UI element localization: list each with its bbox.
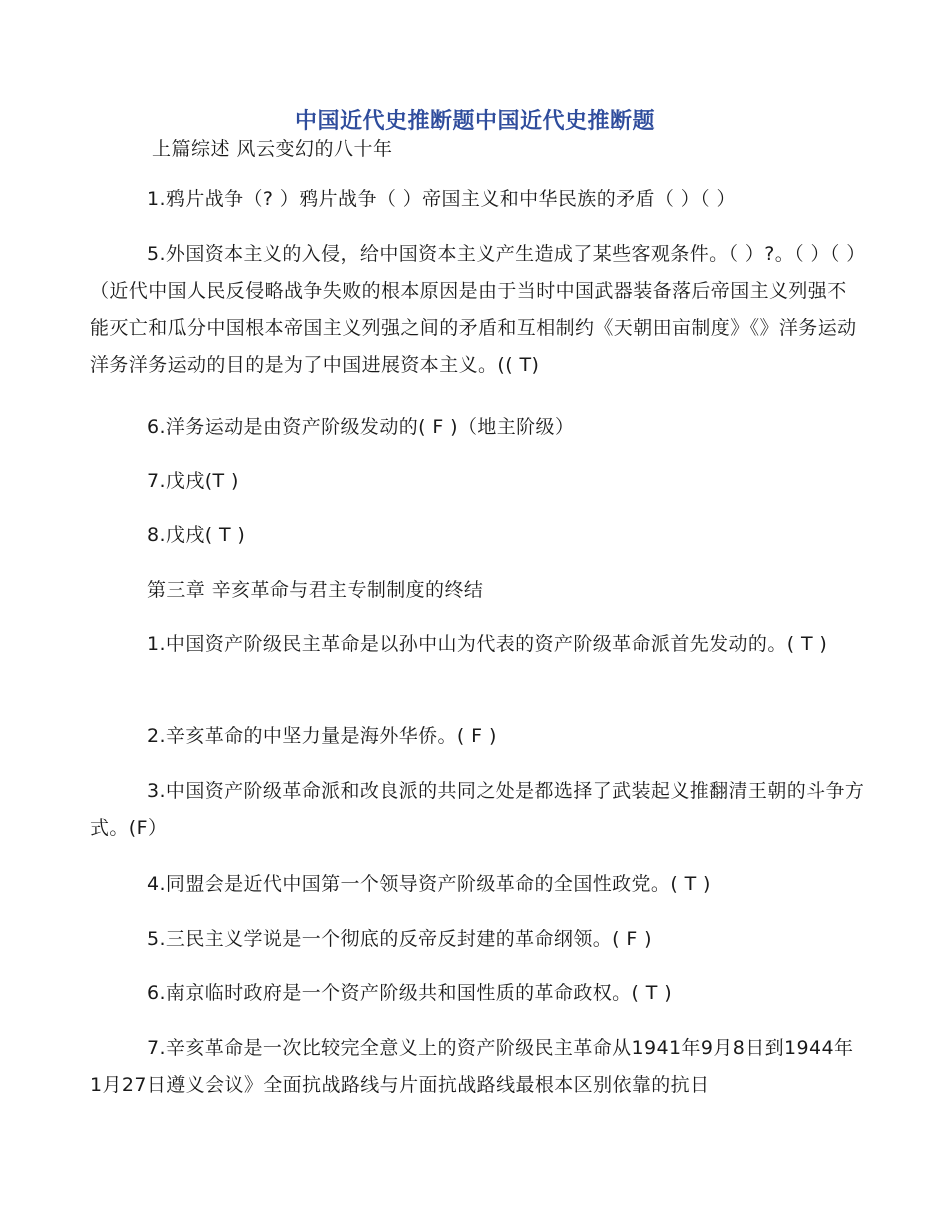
paragraph-three-principles: 5.三民主义学说是一个彻底的反帝反封建的革命纲领。( F ) (147, 928, 652, 950)
document-subtitle: 上篇综述 风云变幻的八十年 (152, 138, 393, 160)
paragraph-xinhai-revolution: 7.辛亥革命是一次比较完全意义上的资产阶级民主革命从1941年9月8日到1944年1月27日遵义会议》全面抗战路线与片面抗战路线最根本区别依靠的抗日 (90, 1037, 854, 1096)
paragraph-tongmenghui: 4.同盟会是近代中国第一个领导资产阶级革命的全国性政党。( T ) (147, 873, 711, 895)
paragraph-wuxu-8: 8.戊戌( T ) (147, 524, 246, 546)
paragraph-opium-war: 1.鸦片战争（? ）鸦片战争（ ）帝国主义和中华民族的矛盾（ ）（ ） (147, 188, 736, 210)
chapter-heading: 第三章 辛亥革命与君主专制制度的终结 (147, 579, 484, 601)
paragraph-sun-yatsen: 1.中国资产阶级民主革命是以孙中山为代表的资产阶级革命派首先发动的。( T ) (147, 633, 828, 655)
paragraph-wuxu-7: 7.戊戌(T ) (147, 470, 239, 492)
document-title: 中国近代史推断题中国近代史推断题 (294, 108, 655, 134)
paragraph-nanjing-government: 6.南京临时政府是一个资产阶级共和国性质的革命政权。( T ) (147, 982, 673, 1004)
paragraph-self-strengthening: 6.洋务运动是由资产阶级发动的( F )（地主阶级） (147, 416, 575, 438)
paragraph-foreign-capitalism: 5.外国资本主义的入侵，给中国资本主义产生造成了某些客观条件。（ ）?。（ ）（ ）（近代中国人民反侵略战争失败的根本原因是由于当时中国武器装备落后帝国主义列强不能灭亡和瓜分中国根本帝国主义列强之间的矛盾和互相制约《天朝田亩制度》《》洋务运动洋务洋务运动的目的是为了中国进展资本主义。(( T) (90, 243, 857, 376)
paragraph-revolutionaries-reformists: 3.中国资产阶级革命派和改良派的共同之处是都选择了武装起义推翻清王朝的斗争方式。(F） (90, 780, 865, 839)
paragraph-overseas-chinese: 2.辛亥革命的中坚力量是海外华侨。( F ) (147, 725, 497, 747)
